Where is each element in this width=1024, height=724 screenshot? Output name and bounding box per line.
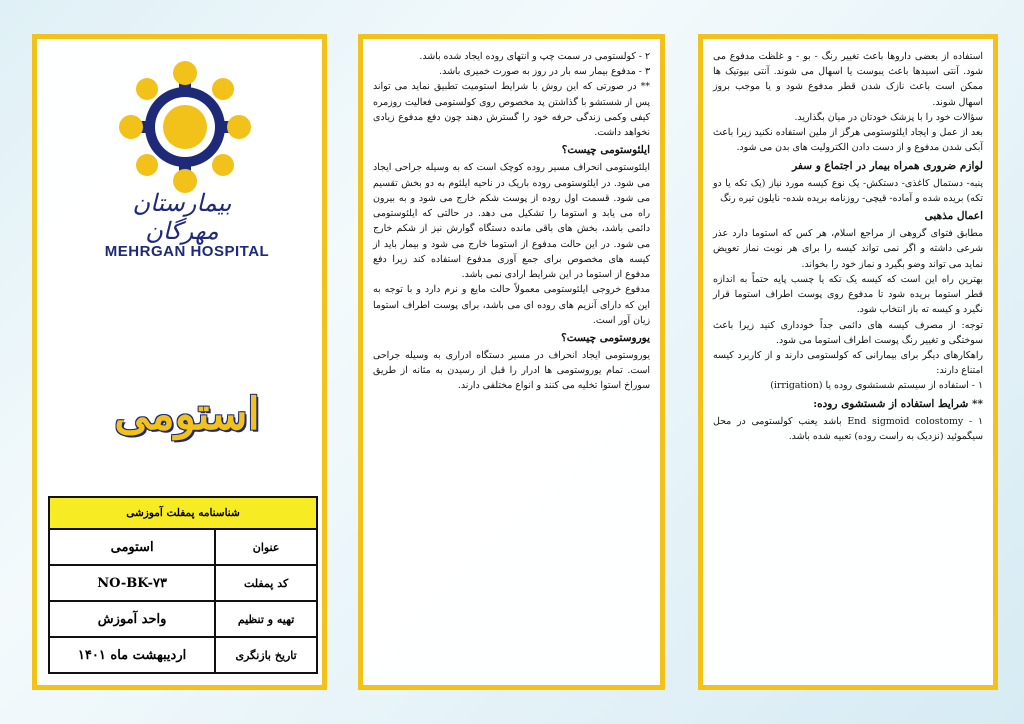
hospital-name-fa: بیمارستان مهرگان xyxy=(132,189,232,245)
row-key: تاریخ بازنگری xyxy=(215,637,317,673)
section-heading: ایلئوستومی چیست؟ xyxy=(561,144,650,157)
table-row xyxy=(49,529,317,565)
paragraph: راهکارهای دیگر برای بیمارانی که کولستومی دارند و از کاربرد کیسه امتناع دارند: xyxy=(713,349,983,377)
row-value: استومی xyxy=(49,529,215,565)
paragraph: استفاده از بعضی داروها باعث تغییر رنگ - بو - و غلظت مدفوع می شود. آنتی اسیدها باعث یبوست یا اسهال می شوند. آنتی بیوتیک ها ممکن است باعث نازک شدن قطر مدفوع شود و یا موجب بروز اسهال شوند. xyxy=(713,51,983,108)
paragraph: بعد از عمل و ایجاد ایلئوستومی هرگز از ملین استفاده نکنید زیرا باعث آبکی شدن مدفوع و از دست دادن الکترولیت های بدن می شود. xyxy=(713,127,983,154)
paragraph: بهترین راه این است که کیسه یک تکه یا چسب پایه حتماً به اندازه قطر استوما بریده شود تا مدفوع روی پوست اطراف استوما قرار نگیرد و کیسه ته باز انتخاب شود. xyxy=(713,273,983,316)
paragraph: ۳ - مدفوع بیمار سه بار در روز به صورت خمیری باشد. xyxy=(439,66,650,78)
section-heading: لوازم ضروری همراه بیمار در اجتماع و سفر xyxy=(792,159,983,172)
right-panel xyxy=(698,34,998,690)
table-row xyxy=(49,601,317,637)
pamphlet-title: استومی xyxy=(114,389,260,440)
paragraph: پنبه- دستمال کاغذی- دستکش- یک نوع کیسه مورد نیاز (یک تکه یا دو تکه) بریده شده و آماده- قیچی- روزنامه بریده شده- نایلون تیره رنگ xyxy=(713,177,983,204)
logo-icon xyxy=(115,57,255,197)
pamphlet-id-table xyxy=(48,496,318,674)
table-header: شناسنامه پمفلت آموزشی xyxy=(49,497,317,529)
blank-label-area xyxy=(77,307,287,377)
hospital-name-en: MEHRGAN HOSPITAL xyxy=(104,243,270,260)
paragraph: ** در صورتی که این روش با شرایط استومیت تطبیق نماید می تواند پس از شستشو با گذاشتن پد مخصوص روی کولستومی فعالیت روزمره کیفی وکمی زندگی حرفه خود را گسترش دهند چون دفع مدفوع زیادی نخواهد داشت. xyxy=(373,81,650,139)
text-part: ۱ - xyxy=(963,415,983,427)
row-value: اردیبهشت ماه ۱۴۰۱ xyxy=(49,637,215,673)
right-column-text xyxy=(703,39,993,685)
paragraph: ۲ - کولستومی در سمت چپ و انتهای روده ایجاد شده باشد. xyxy=(419,51,650,62)
paragraph xyxy=(713,414,983,444)
middle-panel xyxy=(358,34,665,690)
row-key: تهیه و تنظیم xyxy=(215,601,317,637)
section-heading: ** شرایط استفاده از شستشوی روده: xyxy=(813,397,983,410)
paragraph: توجه: از مصرف کیسه های دائمی جداً خودداری کنید زیرا باعث سوختگی و تغییر رنگ پوست اطراف استوما می شود. xyxy=(713,319,983,346)
cover-panel xyxy=(32,34,327,690)
latin-term: End sigmoid colostomy xyxy=(847,415,964,427)
paragraph: سؤالات خود را با پزشک خودتان در میان بگذارید. xyxy=(794,111,983,123)
paragraph: مطابق فتوای گروهی از مراجع اسلام، هر کس که استوما دارد عذر شرعی داشته و اگر نمی تواند کیسه را برای هر نوبت نماز تعویض نماید می تواند وضو بگیرد و نماز خود را بخواند. xyxy=(713,228,983,270)
middle-column-text xyxy=(363,39,660,685)
section-heading: یوروستومی چیست؟ xyxy=(561,331,650,344)
section-heading: اعمال مذهبی xyxy=(924,210,983,223)
table-row xyxy=(49,637,317,673)
table-row xyxy=(49,565,317,601)
text-part: باشد یعنب کولستومی در محل سیگموئید (نزدیک به راست روده) تعبیه شده باشد. xyxy=(713,415,983,442)
paragraph xyxy=(713,378,983,393)
paragraph: ایلئوستومی انحراف مسیر روده کوچک است که به وسیله جراحی ایجاد می شود. در ایلئوستومی روده باریک در ناحیه ایلئوم به دو بخش تقسیم می شود. قسمت اول روده از پوست شکم خارج می شود و به بیرون راه می یابد و استوما را تشکیل می دهد. در حالتی که ایلئوستومی دائمی باشد، بخش های باقی مانده دستگاه گوارش نیز از شکم خارج می شود. در این حالت مدفوع از استوما خارج می شود و بیمار باید از کیسه های مخصوص برای جمع آوری مدفوع استفاده کند زیرا دفع مدفوع از استوما در این شرایط ارادی نمی باشد. xyxy=(373,162,650,281)
paragraph: یوروستومی ایجاد انحراف در مسیر دستگاه ادراری به وسیله جراحی است. تمام یوروستومی ها ادرار را قبل از رسیدن به مثانه از طریق سوراخ استوا تخلیه می کنند و انواع مختلفی دارند. xyxy=(373,349,650,392)
hospital-logo xyxy=(115,57,255,197)
row-value: NO-BK-۷۳ xyxy=(49,565,215,601)
latin-term: irrigation xyxy=(773,380,819,392)
row-key: کد پمفلت xyxy=(215,565,317,601)
row-key: عنوان xyxy=(215,529,317,565)
text-part: ۱ - استفاده از سیستم شستشوی روده یا ( xyxy=(818,380,983,392)
row-value: واحد آموزش xyxy=(49,601,215,637)
text-part: ) xyxy=(770,380,774,392)
paragraph: مدفوع خروجی ایلئوستومی معمولاً حالت مایع و نرم دارد و با توجه به این که دارای آنزیم های روده ای می باشد، برای پوست اطراف استوما زیان آور است. xyxy=(373,284,650,326)
